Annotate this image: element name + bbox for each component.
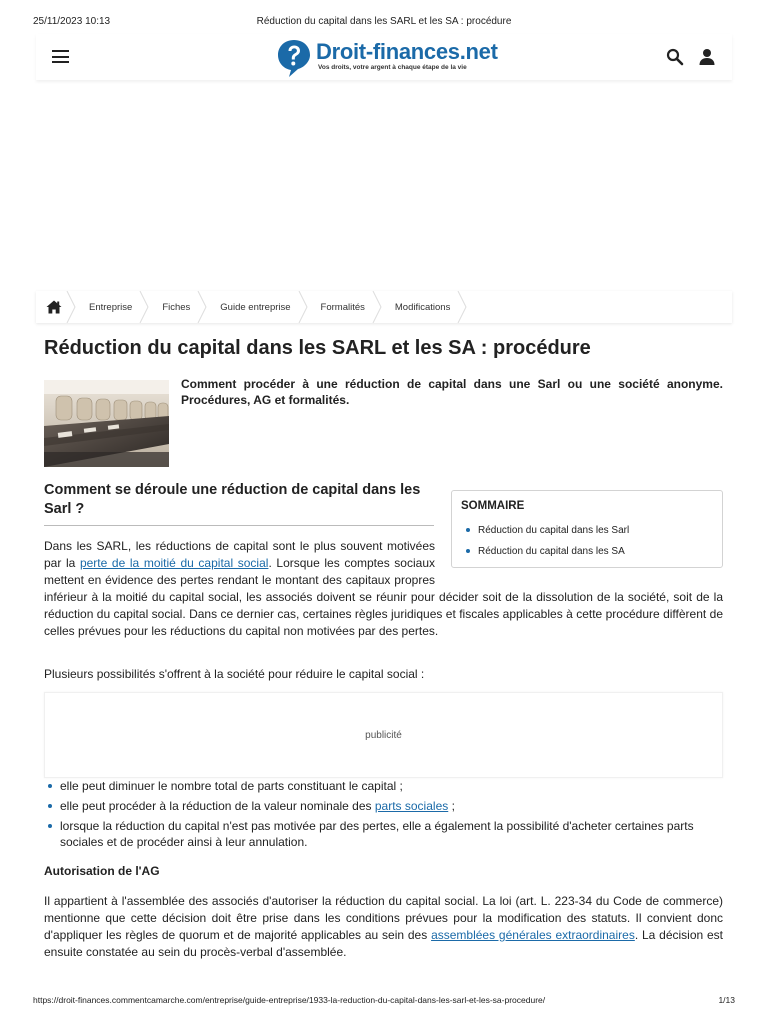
list-item: lorsque la réduction du capital n'est pas motivée par des pertes, elle a également la possibilité d'acheter certaines parts sociales et de procéder ainsi à leur annulation.: [44, 818, 723, 850]
breadcrumb-label: Guide entreprise: [220, 301, 291, 313]
paragraph-text: Dans les SARL, les réductions de capital sont le plus souvent motivées par la: [44, 539, 435, 570]
breadcrumb-item-entreprise[interactable]: [72, 291, 145, 323]
ad-placeholder: [44, 692, 723, 778]
toc-item-sarl[interactable]: Réduction du capital dans les Sarl: [478, 524, 629, 545]
print-date: 25/11/2023 10:13: [33, 16, 111, 27]
heading-divider: [44, 525, 434, 526]
paragraph-3: [44, 893, 723, 961]
section-heading-sarl: Comment se déroule une réduction de capital dans les Sarl ?: [44, 482, 421, 517]
paragraph-text: Il appartient à l'assemblée des associés d'autoriser la réduction du capital social. La loi (art. L. 223-34 du Code de commerce) mentionne que cette décision doit être prise dans les conditions prévues pour la modification des statuts. Il convient donc d'appliquer les règles de quorum et de majorité applicables au sein des: [44, 894, 723, 942]
breadcrumb-item-formalites[interactable]: [304, 291, 378, 323]
list-item-text: elle peut procéder à la réduction de la valeur nominale des: [60, 799, 375, 813]
breadcrumb-item-fiches[interactable]: [145, 291, 203, 323]
options-list: [44, 778, 723, 854]
breadcrumb-label: Fiches: [162, 301, 191, 313]
toc-title: SOMMAIRE: [461, 500, 525, 512]
article-chapo: Comment procéder à une réduction de capital dans une Sarl ou une société anonyme. Procédures, AG et formalités.: [181, 377, 723, 407]
toc-float-spacer: [435, 538, 723, 578]
search-icon[interactable]: [666, 48, 684, 66]
link-parts-sociales[interactable]: parts sociales: [374, 799, 449, 813]
paragraph-2: Plusieurs possibilités s'offrent à la société pour réduire le capital social :: [44, 667, 425, 681]
breadcrumb-item-modifications[interactable]: [378, 291, 463, 323]
user-icon[interactable]: [698, 48, 716, 66]
print-url: https://droit-finances.commentcamarche.com/entreprise/guide-entreprise/1933-la-reduction-du-capital-dans-les-sarl-et-les-sa-procedure/: [33, 995, 546, 1005]
menu-icon[interactable]: [52, 50, 69, 63]
list-item-text: ;: [448, 799, 455, 813]
site-logo[interactable]: [276, 38, 496, 78]
logo-name: Droit-finances.net: [316, 39, 498, 64]
print-footer: [0, 995, 768, 1009]
breadcrumb-home[interactable]: [36, 291, 72, 323]
breadcrumb-label: Formalités: [320, 301, 365, 313]
print-title: Réduction du capital dans les SARL et les SA : procédure: [256, 16, 512, 27]
home-icon: [46, 300, 62, 314]
paragraph-text: . La décision est ensuite constatée au sein du procès-verbal d'assemblée.: [44, 928, 724, 959]
print-page-number: 1/13: [718, 995, 735, 1005]
ad-label: publicité: [365, 729, 402, 741]
subheading-autorisation-ag: Autorisation de l'AG: [44, 864, 160, 878]
logo-question-icon: [276, 38, 312, 78]
link-assemblees-generales-extraordinaires[interactable]: assemblées générales extraordinaires: [431, 928, 635, 942]
ad-banner-area: [36, 84, 732, 290]
breadcrumb-item-guide-entreprise[interactable]: [203, 291, 303, 323]
print-header: [0, 16, 768, 30]
paragraph-1: [44, 538, 723, 640]
breadcrumb-separator: [457, 291, 467, 323]
link-perte-moitie-capital[interactable]: perte de la moitié du capital social: [79, 556, 269, 570]
breadcrumb-label: Modifications: [394, 301, 451, 313]
toc-item-sa[interactable]: Réduction du capital dans les SA: [478, 545, 629, 566]
breadcrumb: [36, 291, 732, 323]
article-thumbnail: [44, 380, 169, 467]
list-item: elle peut diminuer le nombre total de parts constituant le capital ;: [44, 778, 723, 794]
site-header: [36, 34, 732, 80]
paragraph-text: . Lorsque les comptes sociaux mettent en évidence des pertes rendant le montant des capitaux propres inférieur à la moitié du capital social, les associés doivent se réunir pour décider soit de la dissolution de la société, soit de la réduction du capital social. Dans ce dernier cas, certaines règles juridiques et fiscales applicables à cette procédure diffèrent de celles prévues pour les réductions du capital non motivées par des pertes.: [44, 556, 723, 638]
list-item: [44, 798, 723, 814]
page-title: Réduction du capital dans les SARL et les SA : procédure: [44, 337, 591, 359]
logo-tagline: Vos droits, votre argent à chaque étape de la vie: [318, 64, 467, 71]
breadcrumb-label: Entreprise: [89, 301, 133, 313]
